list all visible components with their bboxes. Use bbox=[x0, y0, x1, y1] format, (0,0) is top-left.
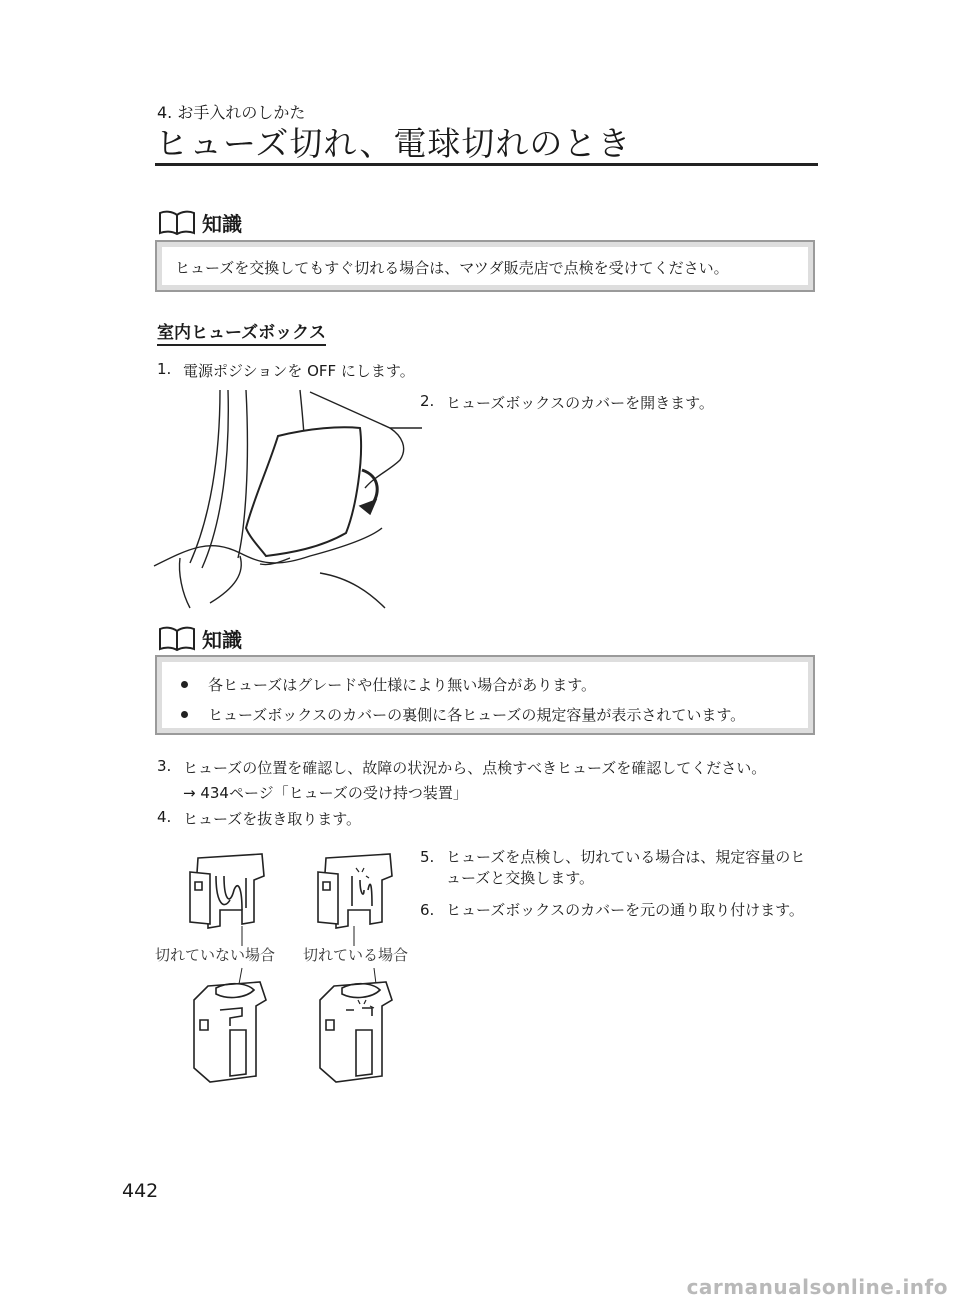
fuse-ok-caption: 切れていない場合 bbox=[155, 946, 276, 964]
watermark: carmanualsonline.info bbox=[686, 1275, 948, 1299]
bullet-icon bbox=[181, 681, 188, 688]
page-reference: → 434ページ「ヒューズの受け持つ装置」 bbox=[183, 784, 468, 802]
knowledge-box bbox=[155, 240, 815, 292]
step-6: 6. ヒューズボックスのカバーを元の通り取り付けます。 bbox=[420, 901, 804, 919]
title-rule bbox=[155, 163, 818, 166]
book-icon bbox=[158, 210, 196, 236]
knowledge-heading bbox=[158, 208, 242, 237]
bullet-icon bbox=[181, 711, 188, 718]
step-1: 1. 電源ポジションを OFF にします。 bbox=[157, 360, 415, 380]
list-item: 各ヒューズはグレードや仕様により無い場合があります。 bbox=[175, 674, 795, 695]
book-icon bbox=[158, 626, 196, 652]
section-label: 4. お手入れのしかた bbox=[157, 103, 306, 122]
step-2: 2. ヒューズボックスのカバーを開きます。 bbox=[420, 392, 714, 412]
fuse-illustrations bbox=[150, 850, 420, 1094]
fuse-box-cover-illustration bbox=[150, 388, 430, 614]
fuse-blown-illustration bbox=[318, 854, 392, 928]
step-4: 4. ヒューズを抜き取ります。 bbox=[157, 808, 362, 828]
step-3: 3. ヒューズの位置を確認し、故障の状況から、点検すべきヒューズを確認してください。 bbox=[157, 757, 767, 777]
page-title: ヒューズ切れ、電球切れのとき bbox=[155, 124, 632, 163]
knowledge-box-2 bbox=[155, 655, 815, 735]
step-5: 5. ヒューズを点検し、切れている場合は、規定容量のヒューズと交換します。 bbox=[420, 848, 806, 887]
subsection-heading: 室内ヒューズボックス bbox=[157, 318, 326, 346]
fuse-ok-illustration bbox=[190, 854, 264, 928]
list-item: ヒューズボックスのカバーの裏側に各ヒューズの規定容量が表示されています。 bbox=[175, 704, 795, 725]
knowledge-label: 知識 bbox=[202, 628, 242, 652]
knowledge-heading-2 bbox=[158, 624, 242, 653]
knowledge-label: 知識 bbox=[202, 212, 242, 236]
fuse-blown-caption: 切れている場合 bbox=[303, 946, 409, 964]
knowledge-text: ヒューズを交換してもすぐ切れる場合は、マツダ販売店で点検を受けてください。 bbox=[175, 259, 729, 277]
page-number: 442 bbox=[122, 1180, 159, 1202]
